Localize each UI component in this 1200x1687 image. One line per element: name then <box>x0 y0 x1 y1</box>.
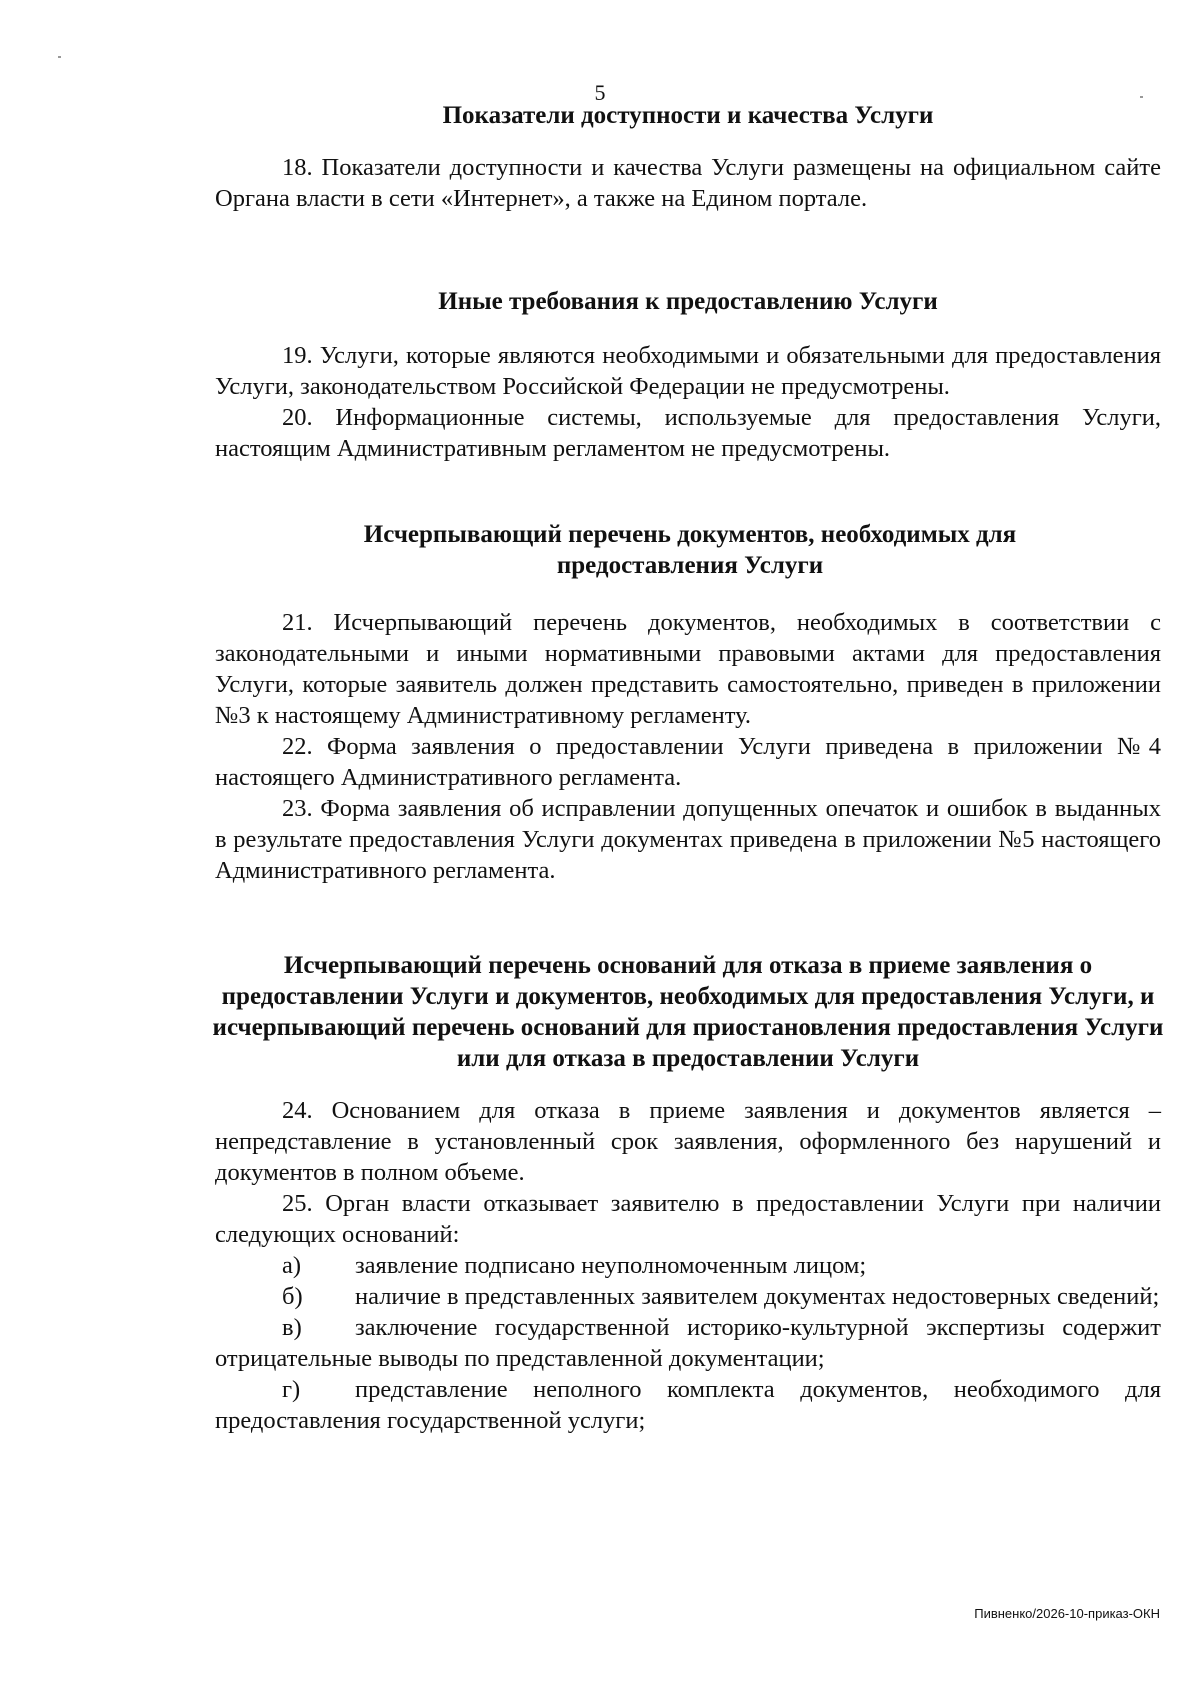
list-letter: б) <box>282 1283 303 1310</box>
section-other-requirements <box>215 286 1161 317</box>
section-accessibility-body <box>215 152 1161 214</box>
paragraph-24: 24. Основанием для отказа в приеме заявления и документов является – непредставление в установленный срок заявления, оформленного без нарушений и документов в полном объеме. <box>215 1097 1161 1186</box>
paragraph-22: 22. Форма заявления о предоставлении Услуги приведена в приложении №4 настоящего Административного регламента. <box>215 733 1161 791</box>
document-code: Пивненко/2026-10-приказ-ОКН <box>974 1606 1160 1621</box>
section-refusal-grounds <box>205 950 1171 1074</box>
paragraph-21: 21. Исчерпывающий перечень документов, необходимых в соответствии с законодательными и иными нормативными правовыми актами для предоставления Услуги, которые заявитель должен представить самостоятельно, приведен в приложении №3 к настоящему Административному регламенту. <box>215 609 1161 729</box>
list-text: представление неполного комплекта документов, необходимого для предоставления государственной услуги; <box>215 1376 1161 1434</box>
section-heading: Исчерпывающий перечень оснований для отказа в приеме заявления о предоставлении Услуги и документов, необходимых для предоставления Услуги, и исчерпывающий перечень оснований для приостановления предоставления Услуги или для отказа в предоставлении Услуги <box>212 952 1164 1072</box>
list-text: заявление подписано неуполномоченным лицом; <box>355 1252 867 1279</box>
list-letter: г) <box>282 1376 301 1403</box>
list-text: наличие в представленных заявителем документах недостоверных сведений; <box>355 1283 1160 1310</box>
list-item <box>215 1281 1161 1312</box>
list-text: заключение государственной историко-культурной экспертизы содержит отрицательные выводы по представленной документации; <box>215 1314 1161 1372</box>
list-item <box>215 1312 1161 1374</box>
section-accessibility <box>215 100 1161 131</box>
scan-speck <box>1140 96 1143 98</box>
section-refusal-grounds-body <box>215 1095 1161 1436</box>
list-item <box>215 1250 1161 1281</box>
list-letter: в) <box>282 1314 302 1341</box>
scan-speck <box>58 56 61 58</box>
paragraph-18: 18. Показатели доступности и качества Услуги размещены на официальном сайте Органа власти в сети «Интернет», а также на Едином портале. <box>215 154 1161 212</box>
section-heading: Иные требования к предоставлению Услуги <box>438 288 938 315</box>
paragraph-20: 20. Информационные системы, используемые для предоставления Услуги, настоящим Административным регламентом не предусмотрены. <box>215 404 1161 462</box>
page-number: 5 <box>594 80 606 105</box>
section-documents-body <box>215 607 1161 886</box>
section-other-requirements-body <box>215 340 1161 464</box>
section-heading: Исчерпывающий перечень документов, необходимых для предоставления Услуги <box>363 521 1017 579</box>
list-letter: а) <box>282 1252 302 1279</box>
paragraph-23: 23. Форма заявления об исправлении допущенных опечаток и ошибок в выданных в результате предоставления Услуги документах приведена в приложении №5 настоящего Административного регламента. <box>215 795 1161 884</box>
section-documents <box>300 519 1080 581</box>
section-heading: Показатели доступности и качества Услуги <box>442 102 934 129</box>
paragraph-25: 25. Орган власти отказывает заявителю в предоставлении Услуги при наличии следующих оснований: <box>215 1190 1161 1248</box>
list-item <box>215 1374 1161 1436</box>
paragraph-19: 19. Услуги, которые являются необходимыми и обязательными для предоставления Услуги, законодательством Российской Федерации не предусмотрены. <box>215 342 1161 400</box>
